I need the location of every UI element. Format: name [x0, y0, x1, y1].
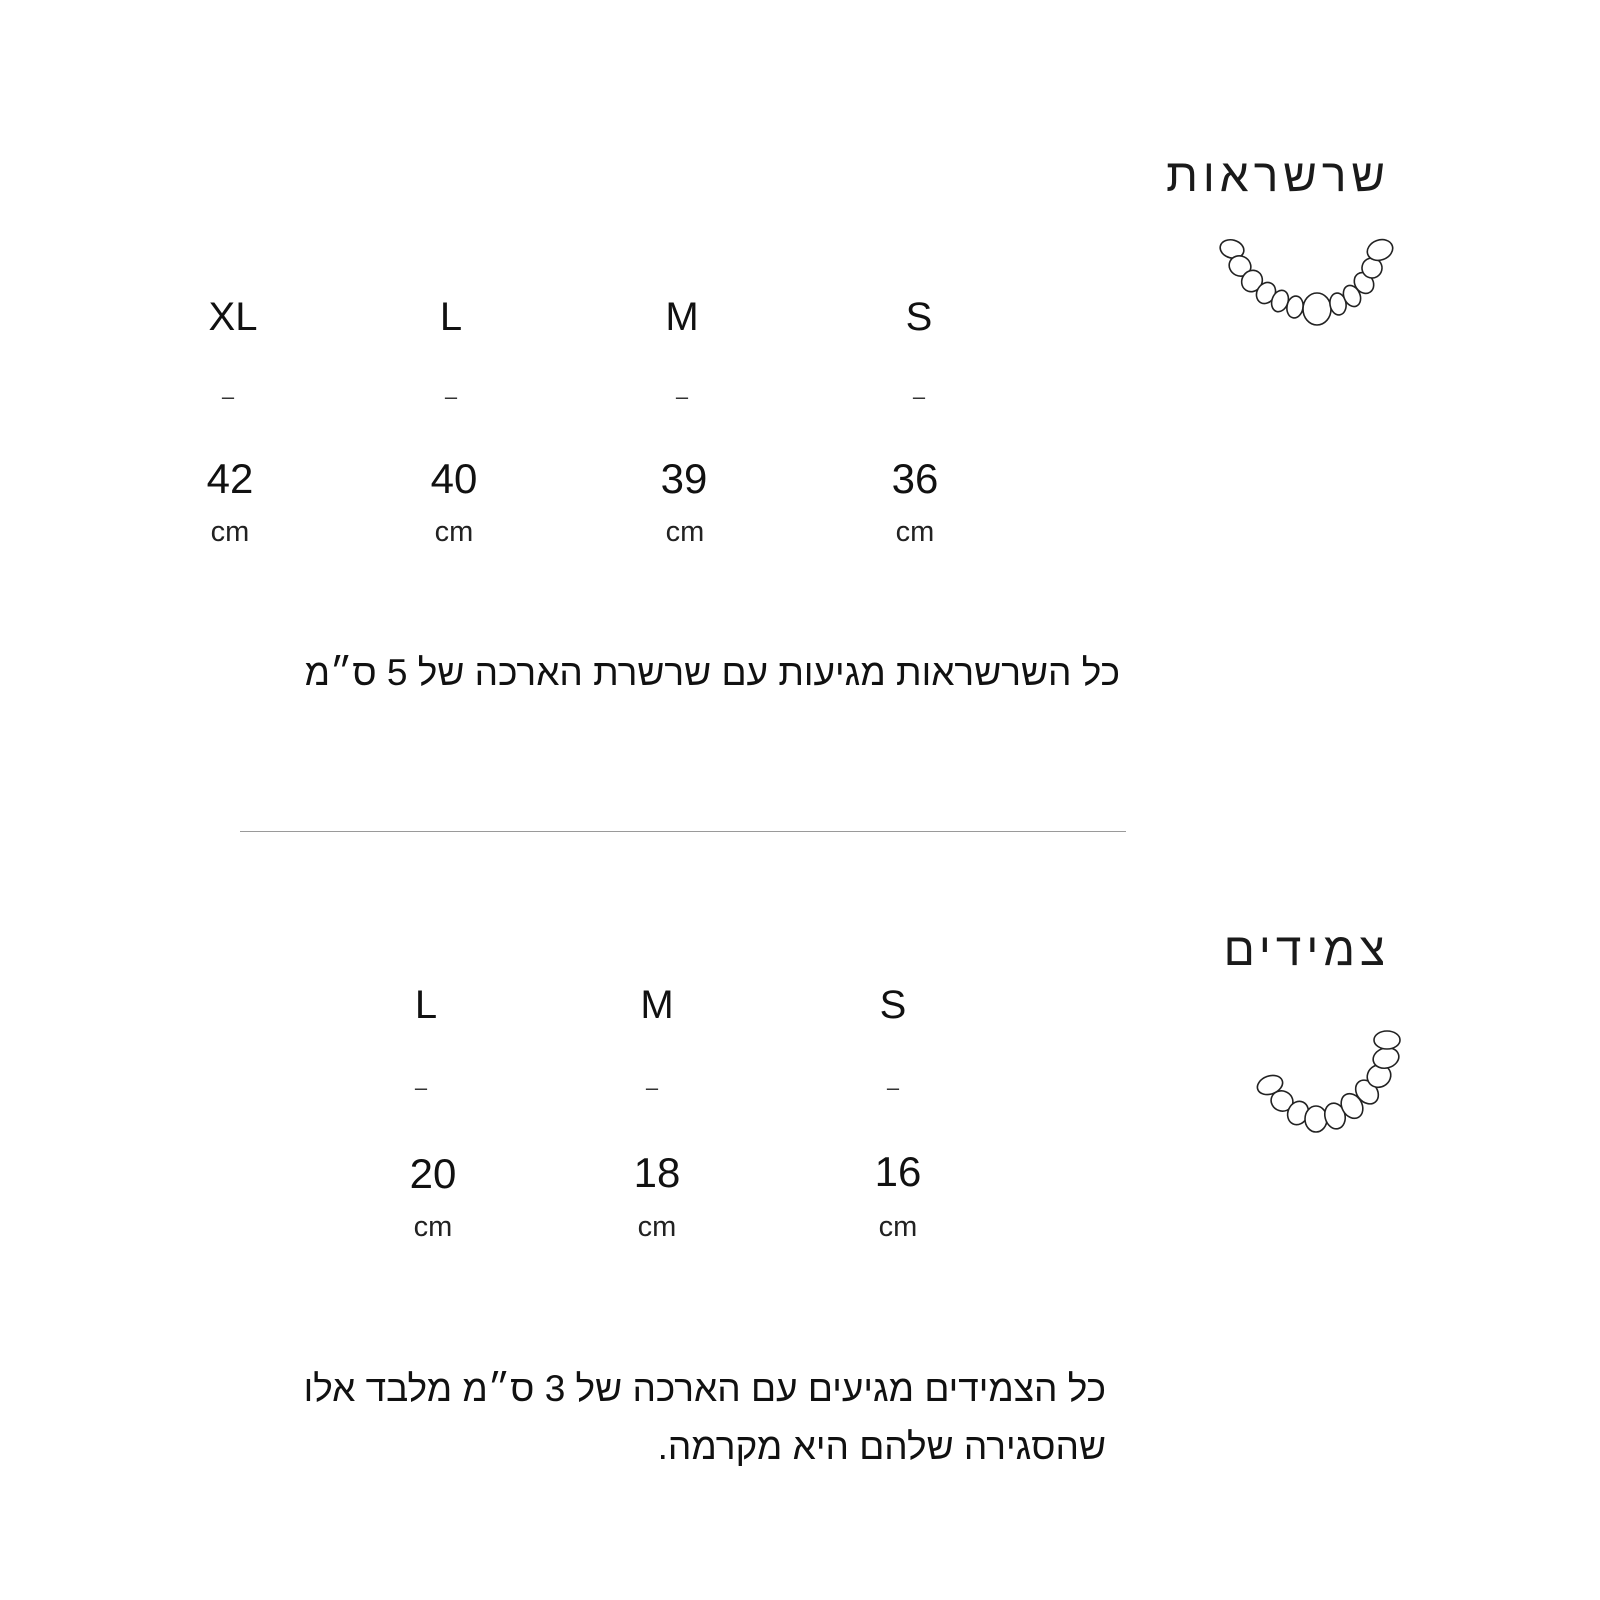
size-unit: cm — [878, 1211, 918, 1243]
size-dash: – — [886, 1075, 900, 1100]
necklace-extension-note: כל השרשראות מגיעות עם שרשרת הארכה של 5 ס״מ — [304, 652, 1120, 693]
bracelet-note-line-2: שהסגירה שלהם היא מקרמה. — [657, 1426, 1106, 1467]
size-dash: – — [444, 384, 458, 409]
size-value: 40 — [430, 455, 478, 502]
size-label: M — [640, 983, 674, 1027]
necklaces-title: שרשראות — [1166, 148, 1390, 202]
size-unit: cm — [413, 1211, 453, 1243]
size-unit: cm — [637, 1211, 677, 1243]
size-unit: cm — [895, 516, 935, 548]
size-dash: – — [675, 384, 689, 409]
size-dash: – — [645, 1075, 659, 1100]
bracelet-extension-note — [106, 1360, 1106, 1476]
size-label: S — [879, 983, 907, 1027]
size-value: 39 — [660, 455, 708, 502]
size-unit: cm — [210, 516, 250, 548]
section-divider — [240, 831, 1126, 832]
size-dash: – — [414, 1075, 428, 1100]
size-label: S — [905, 295, 933, 339]
size-value: 20 — [409, 1150, 457, 1197]
size-value: 18 — [633, 1149, 681, 1196]
size-label: L — [414, 983, 438, 1027]
size-label: M — [665, 295, 699, 339]
size-value: 42 — [206, 455, 254, 502]
size-label: L — [439, 295, 463, 339]
size-unit: cm — [665, 516, 705, 548]
size-value: 16 — [874, 1148, 922, 1195]
size-label: XL — [208, 295, 258, 339]
size-value: 36 — [891, 455, 939, 502]
bracelet-note-line-1: כל הצמידים מגיעים עם הארכה של 3 ס״מ מלבד אלו — [303, 1368, 1106, 1409]
size-dash: – — [912, 384, 926, 409]
bracelet-beads-icon — [1250, 1025, 1420, 1145]
bracelets-title: צמידים — [1223, 922, 1390, 976]
size-dash: – — [221, 384, 235, 409]
size-unit: cm — [434, 516, 474, 548]
necklace-beads-icon — [1210, 230, 1400, 340]
